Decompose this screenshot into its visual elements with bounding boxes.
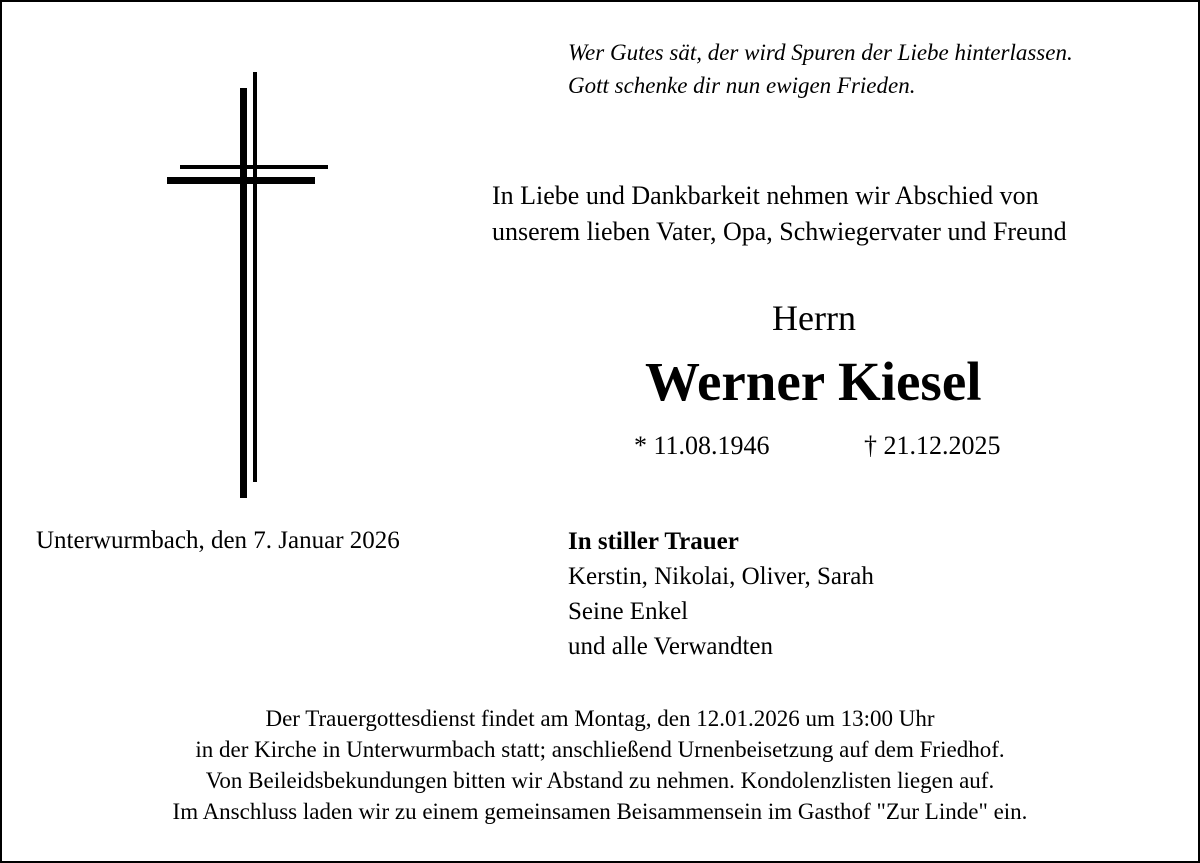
memorial-verse: [568, 36, 1073, 102]
deceased-name: Werner Kiesel: [645, 351, 982, 412]
verse-line-2: Gott schenke dir nun ewigen Frieden.: [568, 73, 916, 98]
farewell-intro: [492, 178, 1067, 250]
service-line-2: in der Kirche in Unterwurmbach statt; anschließend Urnenbeisetzung auf dem Friedhof.: [195, 737, 1005, 762]
mourners-line-1: Kerstin, Nikolai, Oliver, Sarah: [568, 563, 874, 590]
verse-line-1: Wer Gutes sät, der wird Spuren der Liebe hinterlassen.: [568, 40, 1073, 65]
cross-icon: [162, 72, 332, 502]
service-line-4: Im Anschluss laden wir zu einem gemeinsamen Beisammensein im Gasthof "Zur Linde" ein.: [172, 799, 1028, 824]
salutation: Herrn: [772, 298, 856, 338]
mourners-line-2: Seine Enkel: [568, 598, 689, 625]
birth-date: * 11.08.1946: [634, 431, 770, 460]
death-date: † 21.12.2025: [864, 431, 1001, 460]
mourners-block: [568, 524, 874, 664]
mourners-line-3: und alle Verwandten: [568, 633, 774, 660]
service-line-1: Der Trauergottesdienst findet am Montag, den 12.01.2026 um 13:00 Uhr: [265, 706, 935, 731]
mourners-heading: In stiller Trauer: [568, 528, 739, 555]
service-announcement: [2, 703, 1198, 827]
place-and-date: Unterwurmbach, den 7. Januar 2026: [36, 527, 400, 554]
intro-line-1: In Liebe und Dankbarkeit nehmen wir Abschied von: [492, 181, 1039, 210]
service-line-3: Von Beileidsbekundungen bitten wir Abstand zu nehmen. Kondolenzlisten liegen auf.: [205, 768, 995, 793]
intro-line-2: unserem lieben Vater, Opa, Schwiegervater und Freund: [492, 217, 1067, 246]
